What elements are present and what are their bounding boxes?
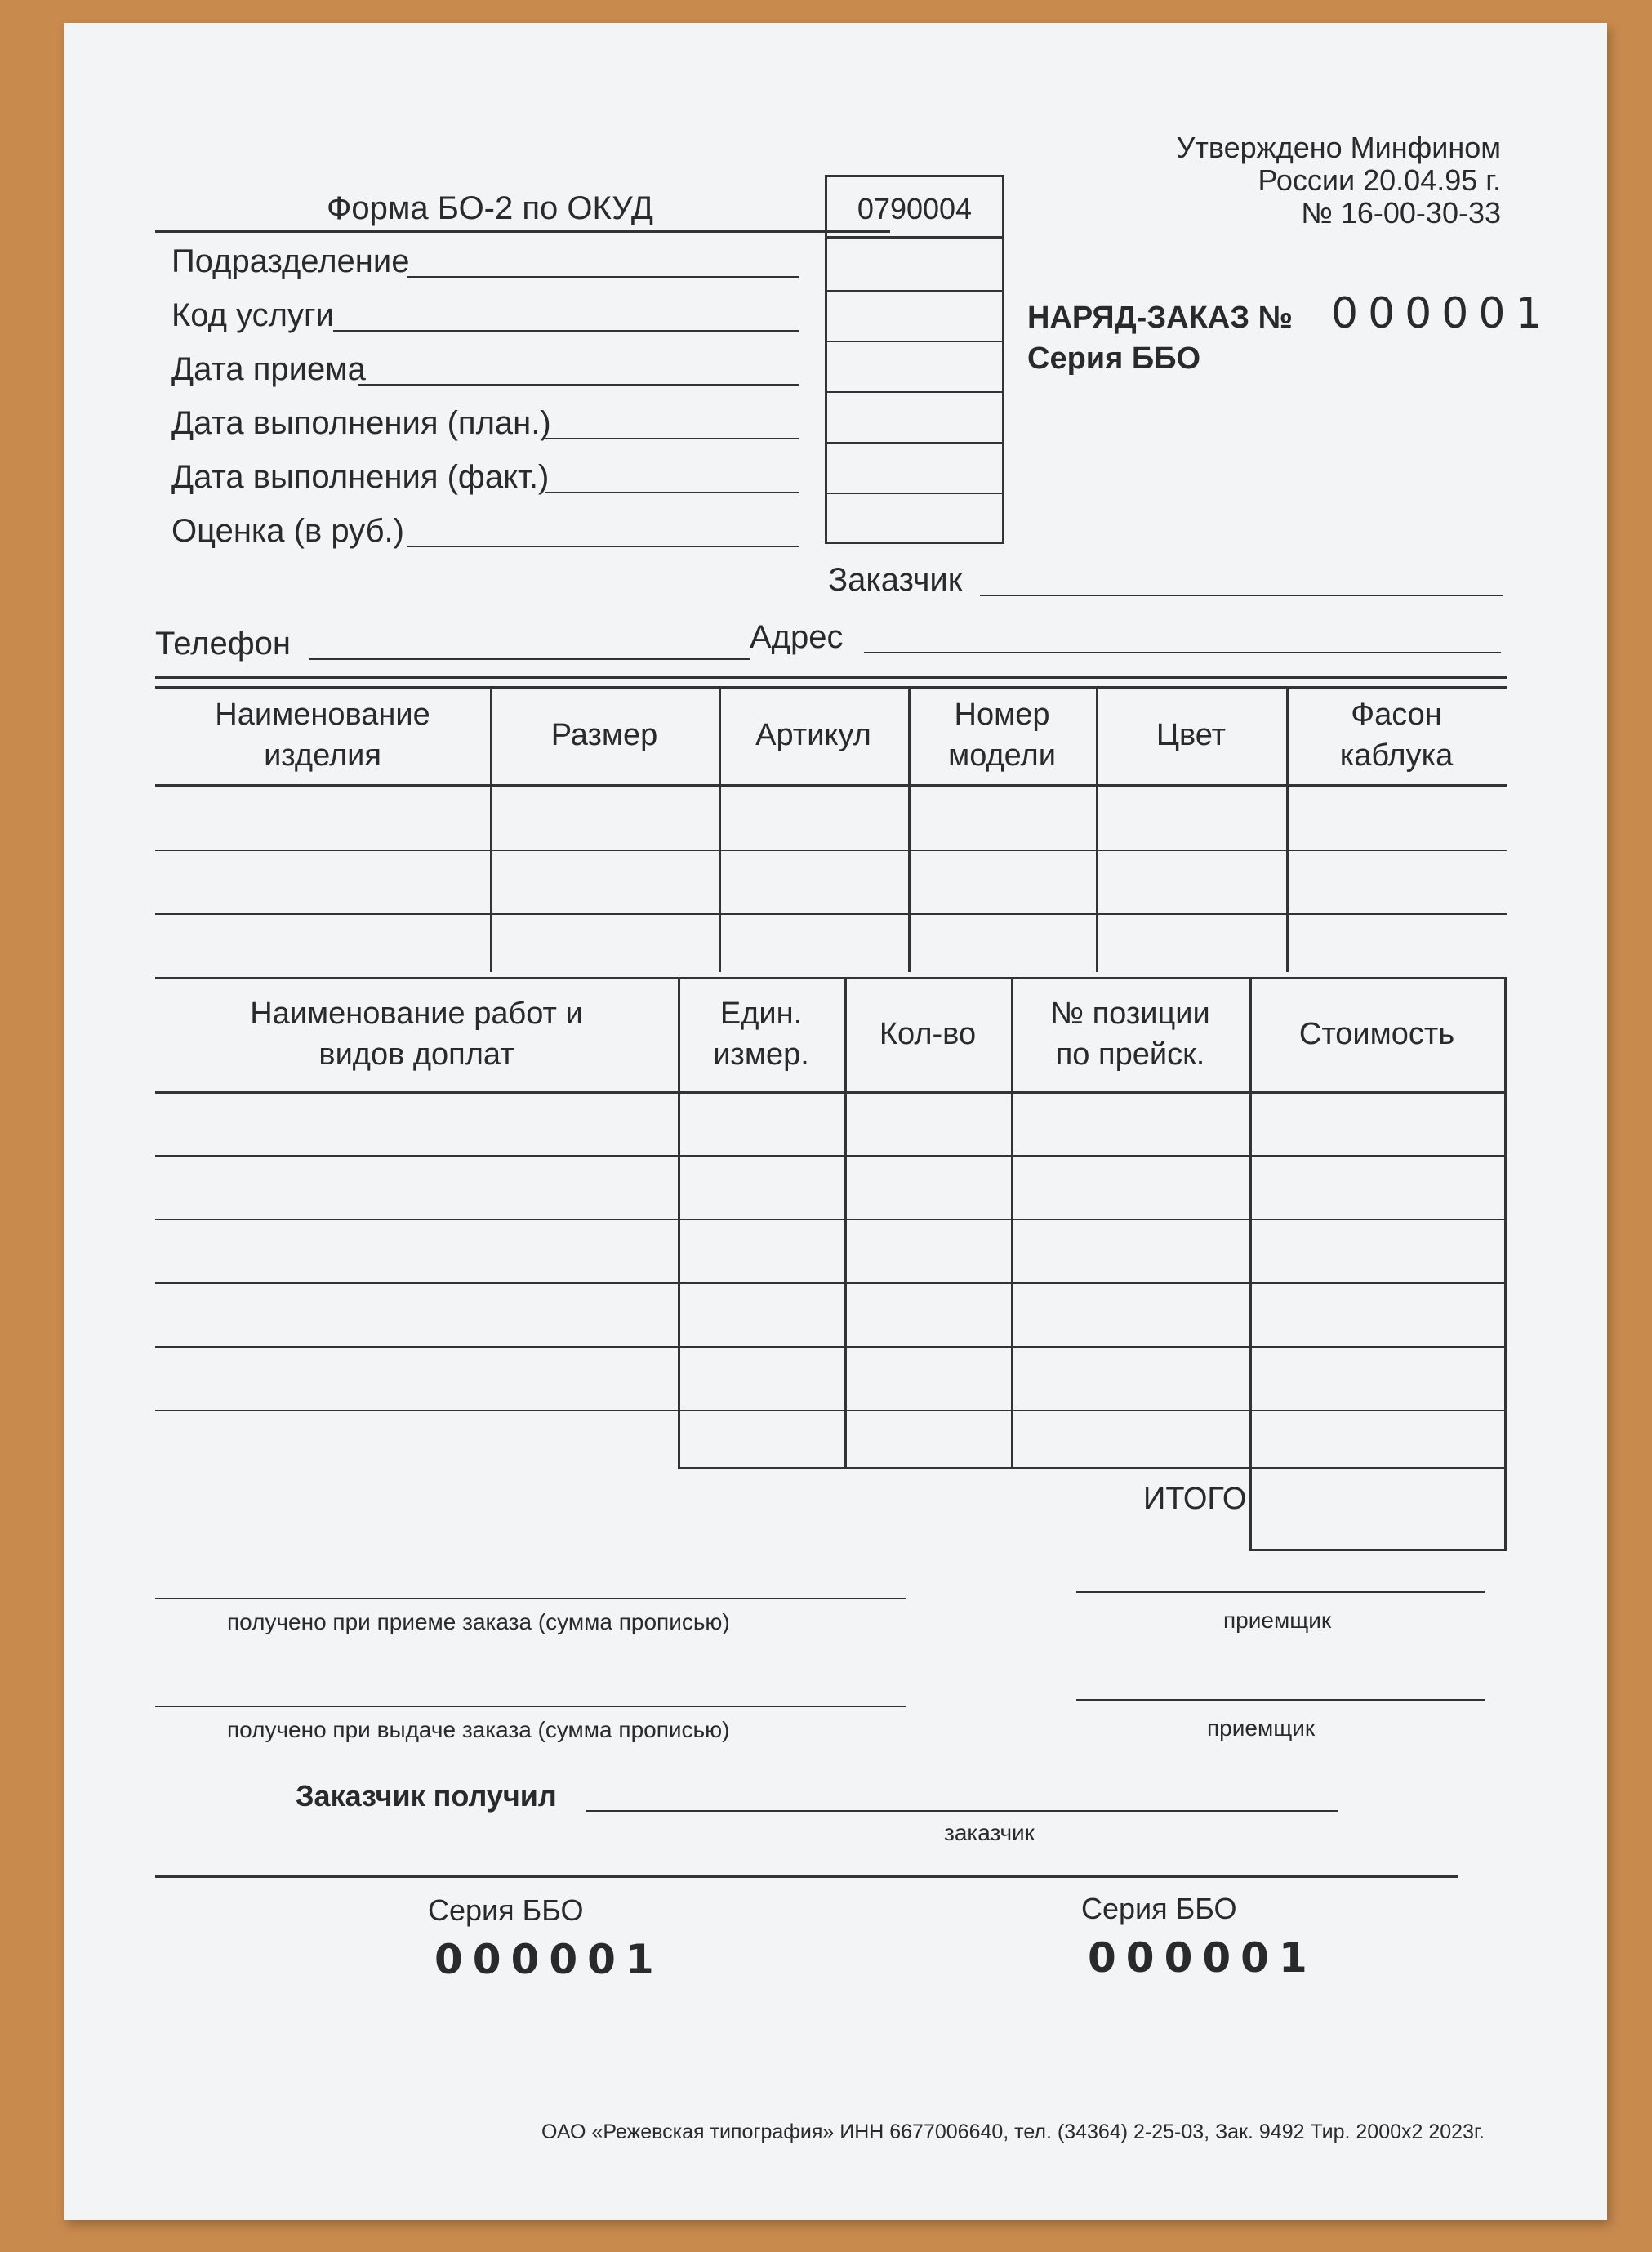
items-row-line	[155, 850, 1507, 851]
items-header-article: Артикул	[755, 718, 871, 752]
received-accept-caption: получено при приеме заказа (сумма прописью)	[227, 1609, 730, 1634]
field-department-label: Подразделение	[171, 243, 410, 279]
customer-received-line[interactable]	[586, 1810, 1338, 1812]
receiver2-caption: приемщик	[1207, 1715, 1316, 1741]
approval-line-1: Утверждено Минфином	[1176, 131, 1501, 164]
field-service-code-line[interactable]	[333, 330, 799, 332]
received-issue-line[interactable]	[155, 1706, 906, 1707]
okud-row-divider	[827, 493, 1002, 494]
field-estimate-label: Оценка (в руб.)	[171, 513, 404, 549]
field-date-plan-label: Дата выполнения (план.)	[171, 405, 551, 441]
approval-line-2: России 20.04.95 г.	[1258, 163, 1501, 197]
field-date-plan-line[interactable]	[545, 438, 799, 439]
items-header-color: Цвет	[1156, 718, 1227, 752]
works-header-name: Наименование работ и видов доплат	[250, 997, 583, 1072]
field-customer-label: Заказчик	[828, 562, 963, 598]
items-header-name: Наименование изделия	[215, 698, 430, 773]
works-total-label: ИТОГО	[1143, 1482, 1247, 1516]
received-accept-line[interactable]	[155, 1598, 906, 1599]
okud-row-divider	[827, 290, 1002, 292]
okud-row-divider	[827, 391, 1002, 393]
works-row-line	[155, 1155, 1507, 1157]
address-underline-2	[155, 676, 1507, 679]
field-address-line[interactable]	[864, 652, 1501, 653]
works-header-position: № позиции по прейск.	[1050, 997, 1210, 1072]
field-date-received-label: Дата приема	[171, 351, 366, 387]
received-issue-caption: получено при выдаче заказа (сумма прописью)	[227, 1717, 730, 1742]
stub-right-series: Серия ББО	[1081, 1892, 1237, 1925]
okud-row-divider	[827, 442, 1002, 444]
form-sheet	[64, 23, 1607, 2220]
works-row-line	[155, 1219, 1507, 1220]
printer-footer: ОАО «Режевская типография» ИНН 6677006640, тел. (34364) 2-25-03, Зак. 9492 Тир. 2000х2 2023г.	[541, 2120, 1485, 2143]
items-row-line	[155, 913, 1507, 915]
works-table	[155, 977, 1507, 1516]
works-row-line	[155, 1282, 1507, 1284]
works-table-bottom	[678, 1467, 1507, 1469]
works-row-line	[155, 1410, 1507, 1411]
order-title: НАРЯД-ЗАКАЗ №	[1027, 301, 1293, 335]
form-name: Форма БО-2 по ОКУД	[327, 190, 653, 226]
receiver2-line[interactable]	[1076, 1699, 1485, 1701]
okud-row-divider	[827, 341, 1002, 342]
field-address-label: Адрес	[750, 619, 844, 655]
field-phone-line[interactable]	[309, 658, 750, 660]
items-table	[155, 686, 1507, 972]
works-total-bottom	[1249, 1549, 1507, 1551]
items-header-model: Номер модели	[948, 698, 1056, 773]
field-date-received-line[interactable]	[358, 384, 799, 386]
approval-line-3: № 16-00-30-33	[1301, 196, 1501, 230]
okud-code: 0790004	[857, 192, 973, 225]
works-header-cost: Стоимость	[1298, 1017, 1455, 1051]
works-row-line	[155, 1091, 1507, 1094]
works-header-qty: Кол-во	[879, 1017, 977, 1051]
form-name-underline	[155, 230, 890, 233]
customer-received-caption: заказчик	[944, 1820, 1035, 1845]
tear-line	[155, 1875, 1458, 1878]
order-series: Серия ББО	[1027, 341, 1201, 376]
order-number: 000001	[1331, 289, 1552, 338]
stub-right-number: 000001	[1088, 1934, 1317, 1982]
field-estimate-line[interactable]	[407, 546, 799, 547]
works-right-border	[1504, 977, 1507, 1549]
items-row-line	[155, 784, 1507, 787]
receiver1-line[interactable]	[1076, 1591, 1485, 1593]
stub-left-series: Серия ББО	[428, 1893, 584, 1927]
field-department-line[interactable]	[407, 276, 799, 278]
field-date-fact-label: Дата выполнения (факт.)	[171, 459, 550, 495]
field-service-code-label: Код услуги	[171, 297, 334, 333]
works-row-line	[155, 1346, 1507, 1348]
okud-code-box	[825, 175, 1004, 544]
items-header-heel: Фасон каблука	[1339, 698, 1454, 773]
okud-row-divider	[827, 236, 1002, 239]
items-header-size: Размер	[550, 718, 658, 752]
field-phone-label: Телефон	[155, 626, 291, 662]
field-customer-line[interactable]	[980, 595, 1503, 596]
stub-left-number: 000001	[434, 1936, 664, 1983]
field-date-fact-line[interactable]	[545, 492, 799, 493]
works-header-unit: Един. измер.	[713, 997, 809, 1072]
receiver1-caption: приемщик	[1223, 1608, 1332, 1633]
customer-received-label: Заказчик получил	[296, 1779, 557, 1813]
